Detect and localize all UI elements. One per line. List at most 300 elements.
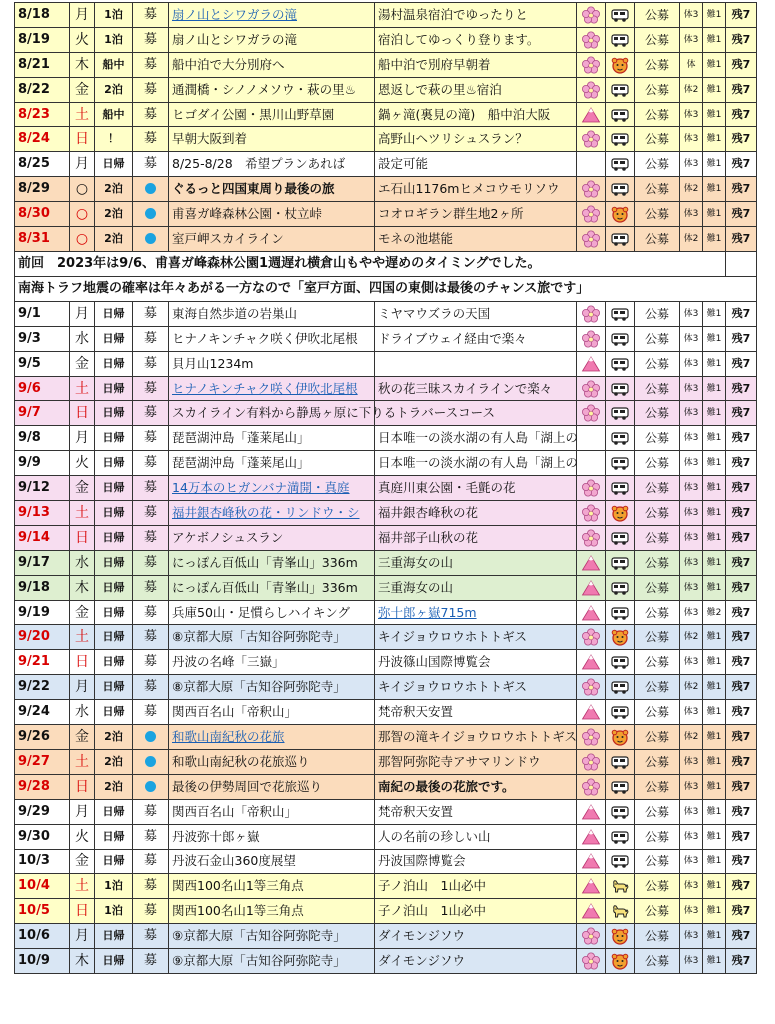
schedule-row — [15, 426, 757, 451]
tour-title-cell: 関西100名山1等三角点 — [169, 874, 375, 899]
difficulty-level-cell: 難1 — [703, 924, 726, 949]
public-recruit-cell: 公募 — [635, 127, 680, 152]
public-recruit-cell: 公募 — [635, 550, 680, 575]
stamina-level-cell: 体3 — [680, 650, 703, 675]
schedule-row — [15, 924, 757, 949]
tour-title-cell[interactable]: 扇ノ山とシワガラの滝 — [169, 3, 375, 28]
bus-icon — [606, 804, 634, 820]
stamina-level-cell: 体3 — [680, 451, 703, 476]
tour-note-cell: 那智の滝キイジョウロウホトトギス — [375, 725, 577, 750]
schedule-row — [15, 77, 757, 102]
schedule-row — [15, 899, 757, 924]
stamina-level-cell: 体3 — [680, 774, 703, 799]
note-text: 前回 2023年は9/6、甫喜ガ峰森林公園1週遅れ横倉山もやや遅めのタイミングでした。 — [15, 251, 726, 276]
tour-note-cell: 梵帝釈天安置 — [375, 700, 577, 725]
tour-title-cell: 丹波の名峰「三嶽」 — [169, 650, 375, 675]
tour-note-cell: 鍋ヶ滝(裏見の滝) 船中泊大阪 — [375, 102, 577, 127]
public-recruit-cell: 公募 — [635, 600, 680, 625]
day-cell: 火 — [70, 451, 95, 476]
tour-note-cell: 子ノ泊山 1山必中 — [375, 899, 577, 924]
tour-note-cell: 真庭川東公園・毛氈の花 — [375, 476, 577, 501]
day-cell: 木 — [70, 949, 95, 974]
day-cell: 月 — [70, 3, 95, 28]
seats-remaining-cell: 残7 — [726, 949, 757, 974]
trip-type-cell: 日帰 — [95, 924, 133, 949]
blue-dot-icon — [145, 731, 156, 742]
trip-type-cell: 船中 — [95, 102, 133, 127]
recruit-mark-cell: 募 — [133, 575, 169, 600]
blue-dot-icon — [145, 208, 156, 219]
difficulty-level-cell: 難1 — [703, 326, 726, 351]
difficulty-level-cell: 難1 — [703, 102, 726, 127]
flower-icon — [577, 529, 605, 547]
public-recruit-cell: 公募 — [635, 401, 680, 426]
transport-icon-cell — [606, 77, 635, 102]
tour-note-cell: 丹波国際博覧会 — [375, 849, 577, 874]
schedule-row — [15, 700, 757, 725]
transport-icon-cell — [606, 824, 635, 849]
trip-type-cell: 船中 — [95, 52, 133, 77]
day-cell: 土 — [70, 874, 95, 899]
category-icon-cell — [577, 725, 606, 750]
tour-note-cell[interactable]: 弥十郎ヶ嶽715m — [375, 600, 577, 625]
schedule-row — [15, 625, 757, 650]
seats-remaining-cell: 残7 — [726, 899, 757, 924]
recruit-mark-cell: 募 — [133, 700, 169, 725]
tour-title-cell: スカイライン有料から静馬ヶ原に下りるトラバースコース — [169, 401, 375, 426]
tiger-icon — [606, 56, 634, 74]
day-cell: 水 — [70, 550, 95, 575]
public-recruit-cell: 公募 — [635, 301, 680, 326]
date-cell: 9/8 — [15, 426, 70, 451]
mountain-icon — [577, 604, 605, 622]
transport-icon-cell — [606, 600, 635, 625]
seats-remaining-cell: 残7 — [726, 227, 757, 252]
bus-icon — [606, 32, 634, 48]
bus-icon — [606, 356, 634, 372]
stamina-level-cell: 体2 — [680, 675, 703, 700]
trip-type-cell: 2泊 — [95, 725, 133, 750]
difficulty-level-cell: 難1 — [703, 77, 726, 102]
stamina-level-cell: 体3 — [680, 301, 703, 326]
category-icon-cell — [577, 451, 606, 476]
day-cell: 火 — [70, 824, 95, 849]
category-icon-cell — [577, 924, 606, 949]
public-recruit-cell: 公募 — [635, 849, 680, 874]
trip-type-cell: 日帰 — [95, 326, 133, 351]
transport-icon-cell — [606, 650, 635, 675]
seats-remaining-cell: 残7 — [726, 3, 757, 28]
category-icon-cell — [577, 525, 606, 550]
seats-remaining-cell: 残7 — [726, 600, 757, 625]
category-icon-cell — [577, 27, 606, 52]
seats-remaining-cell: 残7 — [726, 675, 757, 700]
public-recruit-cell: 公募 — [635, 376, 680, 401]
tour-title-cell: 関西100名山1等三角点 — [169, 899, 375, 924]
date-cell: 9/12 — [15, 476, 70, 501]
public-recruit-cell: 公募 — [635, 774, 680, 799]
bus-icon — [606, 131, 634, 147]
public-recruit-cell: 公募 — [635, 102, 680, 127]
trip-type-cell: 日帰 — [95, 550, 133, 575]
bus-icon — [606, 7, 634, 23]
mountain-icon — [577, 877, 605, 895]
dog-icon — [606, 903, 634, 919]
tour-note-cell: 人の名前の珍しい山 — [375, 824, 577, 849]
transport-icon-cell — [606, 52, 635, 77]
day-cell: 金 — [70, 600, 95, 625]
seats-remaining-cell: 残7 — [726, 650, 757, 675]
flower-icon — [577, 130, 605, 148]
trip-type-cell: 日帰 — [95, 650, 133, 675]
trip-type-cell: 2泊 — [95, 774, 133, 799]
tour-title-cell: 丹波石金山360度展望 — [169, 849, 375, 874]
difficulty-level-cell: 難1 — [703, 949, 726, 974]
public-recruit-cell: 公募 — [635, 899, 680, 924]
trip-type-cell: 日帰 — [95, 401, 133, 426]
tour-title-cell[interactable]: 福井銀杏峰秋の花・リンドウ・シ — [169, 501, 375, 526]
seats-remaining-cell: 残7 — [726, 924, 757, 949]
seats-remaining-cell: 残7 — [726, 301, 757, 326]
category-icon-cell — [577, 351, 606, 376]
day-cell: 土 — [70, 376, 95, 401]
seats-remaining-cell: 残7 — [726, 476, 757, 501]
schedule-row — [15, 824, 757, 849]
schedule-row — [15, 227, 757, 252]
stamina-level-cell: 体3 — [680, 575, 703, 600]
flower-icon — [577, 330, 605, 348]
category-icon-cell — [577, 476, 606, 501]
transport-icon-cell — [606, 127, 635, 152]
tour-title-cell: 丹波弥十郎ヶ嶽 — [169, 824, 375, 849]
recruit-mark-cell: 募 — [133, 675, 169, 700]
mountain-icon — [577, 828, 605, 846]
seats-remaining-cell: 残7 — [726, 525, 757, 550]
category-icon-cell — [577, 700, 606, 725]
tour-title-cell: ⑨京都大原「古知谷阿弥陀寺」 — [169, 949, 375, 974]
empty-cell — [726, 251, 757, 276]
tour-note-cell: ドライブウェイ経由で楽々 — [375, 326, 577, 351]
bus-icon — [606, 779, 634, 795]
mountain-icon — [577, 803, 605, 821]
stamina-level-cell: 体3 — [680, 899, 703, 924]
stamina-level-cell: 体3 — [680, 27, 703, 52]
flower-icon — [577, 81, 605, 99]
seats-remaining-cell: 残7 — [726, 426, 757, 451]
day-cell: 土 — [70, 501, 95, 526]
day-cell: 水 — [70, 326, 95, 351]
trip-type-cell: 日帰 — [95, 675, 133, 700]
difficulty-level-cell: 難1 — [703, 874, 726, 899]
date-cell: 10/3 — [15, 849, 70, 874]
date-cell: 9/27 — [15, 749, 70, 774]
category-icon-cell — [577, 550, 606, 575]
date-cell: 9/21 — [15, 650, 70, 675]
transport-icon-cell — [606, 700, 635, 725]
tour-note-cell: 高野山ヘツリシュスラン？ — [375, 127, 577, 152]
mountain-icon — [577, 852, 605, 870]
flower-icon — [577, 753, 605, 771]
tour-note-cell: ダイモンジソウ — [375, 949, 577, 974]
date-cell: 8/24 — [15, 127, 70, 152]
seats-remaining-cell: 残7 — [726, 725, 757, 750]
seats-remaining-cell: 残7 — [726, 102, 757, 127]
tour-note-cell: 子ノ泊山 1山必中 — [375, 874, 577, 899]
blue-dot-icon — [145, 183, 156, 194]
public-recruit-cell: 公募 — [635, 700, 680, 725]
recruit-mark-cell: 募 — [133, 351, 169, 376]
stamina-level-cell: 体3 — [680, 401, 703, 426]
day-cell: 日 — [70, 650, 95, 675]
schedule-row — [15, 849, 757, 874]
tiger-icon — [606, 728, 634, 746]
tour-note-cell: 三重海女の山 — [375, 550, 577, 575]
tour-title-cell: 関西百名山「帝釈山」 — [169, 700, 375, 725]
tour-title-cell[interactable]: ヒナノキンチャク咲く伊吹北尾根 — [169, 376, 375, 401]
flower-icon — [577, 479, 605, 497]
tour-title-cell[interactable]: 14万本のヒガンバナ満開・真庭 — [169, 476, 375, 501]
schedule-row — [15, 725, 757, 750]
tour-note-cell: 船中泊で別府早朝着 — [375, 52, 577, 77]
difficulty-level-cell: 難1 — [703, 575, 726, 600]
schedule-row — [15, 600, 757, 625]
transport-icon-cell — [606, 799, 635, 824]
tour-note-cell: 那智阿弥陀寺アサマリンドウ — [375, 749, 577, 774]
public-recruit-cell: 公募 — [635, 501, 680, 526]
category-icon-cell — [577, 227, 606, 252]
bus-icon — [606, 555, 634, 571]
seats-remaining-cell: 残7 — [726, 774, 757, 799]
difficulty-level-cell: 難1 — [703, 725, 726, 750]
tour-note-cell: 日本唯一の淡水湖の有人島「湖上の — [375, 451, 577, 476]
difficulty-level-cell: 難1 — [703, 351, 726, 376]
trip-type-cell: 日帰 — [95, 501, 133, 526]
bus-icon — [606, 381, 634, 397]
schedule-row — [15, 749, 757, 774]
difficulty-level-cell: 難1 — [703, 749, 726, 774]
tour-note-cell: エ石山1176mヒメコウモリソウ — [375, 177, 577, 202]
public-recruit-cell: 公募 — [635, 650, 680, 675]
stamina-level-cell: 体2 — [680, 227, 703, 252]
tour-note-cell: ダイモンジソウ — [375, 924, 577, 949]
day-cell: 月 — [70, 799, 95, 824]
tour-note-cell: モネの池堪能 — [375, 227, 577, 252]
stamina-level-cell: 体3 — [680, 874, 703, 899]
transport-icon-cell — [606, 227, 635, 252]
bus-icon — [606, 480, 634, 496]
tour-title-cell: ぐるっと四国東周り最後の旅 — [169, 177, 375, 202]
recruit-mark-cell — [133, 749, 169, 774]
transport-icon-cell — [606, 501, 635, 526]
schedule-row — [15, 102, 757, 127]
difficulty-level-cell: 難1 — [703, 27, 726, 52]
date-cell: 8/30 — [15, 202, 70, 227]
day-cell: 土 — [70, 625, 95, 650]
day-cell: 金 — [70, 77, 95, 102]
tour-note-cell: 設定可能 — [375, 152, 577, 177]
transport-icon-cell — [606, 376, 635, 401]
bus-icon — [606, 853, 634, 869]
day-cell: ○ — [70, 177, 95, 202]
flower-icon — [577, 180, 605, 198]
trip-type-cell: 1泊 — [95, 27, 133, 52]
bus-icon — [606, 679, 634, 695]
day-cell: 月 — [70, 152, 95, 177]
category-icon-cell — [577, 401, 606, 426]
schedule-row — [15, 799, 757, 824]
transport-icon-cell — [606, 102, 635, 127]
category-icon-cell — [577, 625, 606, 650]
tour-note-cell: 湯村温泉宿泊でゆったりと — [375, 3, 577, 28]
trip-type-cell: 1泊 — [95, 3, 133, 28]
difficulty-level-cell: 難1 — [703, 824, 726, 849]
trip-type-cell: 日帰 — [95, 575, 133, 600]
recruit-mark-cell: 募 — [133, 600, 169, 625]
difficulty-level-cell: 難1 — [703, 799, 726, 824]
stamina-level-cell: 体3 — [680, 749, 703, 774]
flower-icon — [577, 952, 605, 970]
schedule-row — [15, 351, 757, 376]
category-icon-cell — [577, 650, 606, 675]
category-icon-cell — [577, 749, 606, 774]
recruit-mark-cell — [133, 227, 169, 252]
flower-icon — [577, 927, 605, 945]
category-icon-cell — [577, 874, 606, 899]
seats-remaining-cell: 残7 — [726, 401, 757, 426]
recruit-mark-cell: 募 — [133, 525, 169, 550]
date-cell: 9/9 — [15, 451, 70, 476]
trip-type-cell: 2泊 — [95, 202, 133, 227]
tour-note-cell: 福井部子山秋の花 — [375, 525, 577, 550]
transport-icon-cell — [606, 326, 635, 351]
stamina-level-cell: 体 — [680, 52, 703, 77]
tour-note-cell: キイジョウロウホトトギス — [375, 625, 577, 650]
tour-note-cell: 恩返しで萩の里♨宿泊 — [375, 77, 577, 102]
trip-type-cell: 日帰 — [95, 525, 133, 550]
recruit-mark-cell: 募 — [133, 426, 169, 451]
category-icon-cell — [577, 301, 606, 326]
tour-title-cell: 最後の伊勢周回で花旅巡り — [169, 774, 375, 799]
transport-icon-cell — [606, 575, 635, 600]
flower-icon — [577, 205, 605, 223]
transport-icon-cell — [606, 874, 635, 899]
tour-title-cell: 早朝大阪到着 — [169, 127, 375, 152]
trip-type-cell: 日帰 — [95, 700, 133, 725]
recruit-mark-cell: 募 — [133, 849, 169, 874]
seats-remaining-cell: 残7 — [726, 77, 757, 102]
trip-type-cell: ！ — [95, 127, 133, 152]
recruit-mark-cell — [133, 774, 169, 799]
tour-title-cell: 8/25-8/28 希望プランあれば — [169, 152, 375, 177]
transport-icon-cell — [606, 301, 635, 326]
public-recruit-cell: 公募 — [635, 476, 680, 501]
tour-note-cell: コオロギラン群生地2ヶ所 — [375, 202, 577, 227]
day-cell: 日 — [70, 401, 95, 426]
transport-icon-cell — [606, 725, 635, 750]
date-cell: 9/7 — [15, 401, 70, 426]
stamina-level-cell: 体3 — [680, 102, 703, 127]
transport-icon-cell — [606, 351, 635, 376]
transport-icon-cell — [606, 949, 635, 974]
transport-icon-cell — [606, 924, 635, 949]
difficulty-level-cell: 難1 — [703, 202, 726, 227]
trip-type-cell: 日帰 — [95, 799, 133, 824]
flower-icon — [577, 678, 605, 696]
difficulty-level-cell: 難1 — [703, 401, 726, 426]
mountain-icon — [577, 554, 605, 572]
transport-icon-cell — [606, 525, 635, 550]
recruit-mark-cell: 募 — [133, 924, 169, 949]
public-recruit-cell: 公募 — [635, 426, 680, 451]
recruit-mark-cell: 募 — [133, 376, 169, 401]
tour-note-cell: 福井銀杏峰秋の花 — [375, 501, 577, 526]
bus-icon — [606, 405, 634, 421]
tour-title-cell: 扇ノ山とシワガラの滝 — [169, 27, 375, 52]
tour-title-cell: ヒナノキンチャク咲く伊吹北尾根 — [169, 326, 375, 351]
category-icon-cell — [577, 127, 606, 152]
tour-title-cell: 東海自然歩道の岩巣山 — [169, 301, 375, 326]
tour-title-cell: にっぽん百低山「青峯山」336m — [169, 550, 375, 575]
seats-remaining-cell: 残7 — [726, 625, 757, 650]
schedule-row — [15, 476, 757, 501]
tour-title-cell: ⑧京都大原「古知谷阿弥陀寺」 — [169, 625, 375, 650]
difficulty-level-cell: 難1 — [703, 301, 726, 326]
tiger-icon — [606, 952, 634, 970]
date-cell: 8/18 — [15, 3, 70, 28]
recruit-mark-cell: 募 — [133, 27, 169, 52]
trip-type-cell: 2泊 — [95, 77, 133, 102]
trip-type-cell: 日帰 — [95, 376, 133, 401]
schedule-row — [15, 675, 757, 700]
public-recruit-cell: 公募 — [635, 525, 680, 550]
schedule-row — [15, 874, 757, 899]
seats-remaining-cell: 残7 — [726, 152, 757, 177]
schedule-row — [15, 501, 757, 526]
tour-title-cell[interactable]: 和歌山南紀秋の花旅 — [169, 725, 375, 750]
date-cell: 8/23 — [15, 102, 70, 127]
public-recruit-cell: 公募 — [635, 675, 680, 700]
category-icon-cell — [577, 426, 606, 451]
schedule-row — [15, 949, 757, 974]
day-cell: 金 — [70, 725, 95, 750]
day-cell: 金 — [70, 476, 95, 501]
recruit-mark-cell: 募 — [133, 326, 169, 351]
category-icon-cell — [577, 849, 606, 874]
public-recruit-cell: 公募 — [635, 52, 680, 77]
date-cell: 9/3 — [15, 326, 70, 351]
category-icon-cell — [577, 3, 606, 28]
difficulty-level-cell: 難1 — [703, 426, 726, 451]
tour-title-cell: にっぽん百低山「青峯山」336m — [169, 575, 375, 600]
date-cell: 10/5 — [15, 899, 70, 924]
tour-title-cell: 室戸岬スカイライン — [169, 227, 375, 252]
category-icon-cell — [577, 77, 606, 102]
trip-type-cell: 1泊 — [95, 899, 133, 924]
date-cell: 9/26 — [15, 725, 70, 750]
difficulty-level-cell: 難1 — [703, 152, 726, 177]
public-recruit-cell: 公募 — [635, 949, 680, 974]
public-recruit-cell: 公募 — [635, 575, 680, 600]
date-cell: 8/25 — [15, 152, 70, 177]
difficulty-level-cell: 難1 — [703, 675, 726, 700]
category-icon-cell — [577, 52, 606, 77]
bus-icon — [606, 754, 634, 770]
recruit-mark-cell — [133, 725, 169, 750]
category-icon-cell — [577, 501, 606, 526]
trip-type-cell: 日帰 — [95, 625, 133, 650]
bus-icon — [606, 306, 634, 322]
seats-remaining-cell: 残7 — [726, 700, 757, 725]
